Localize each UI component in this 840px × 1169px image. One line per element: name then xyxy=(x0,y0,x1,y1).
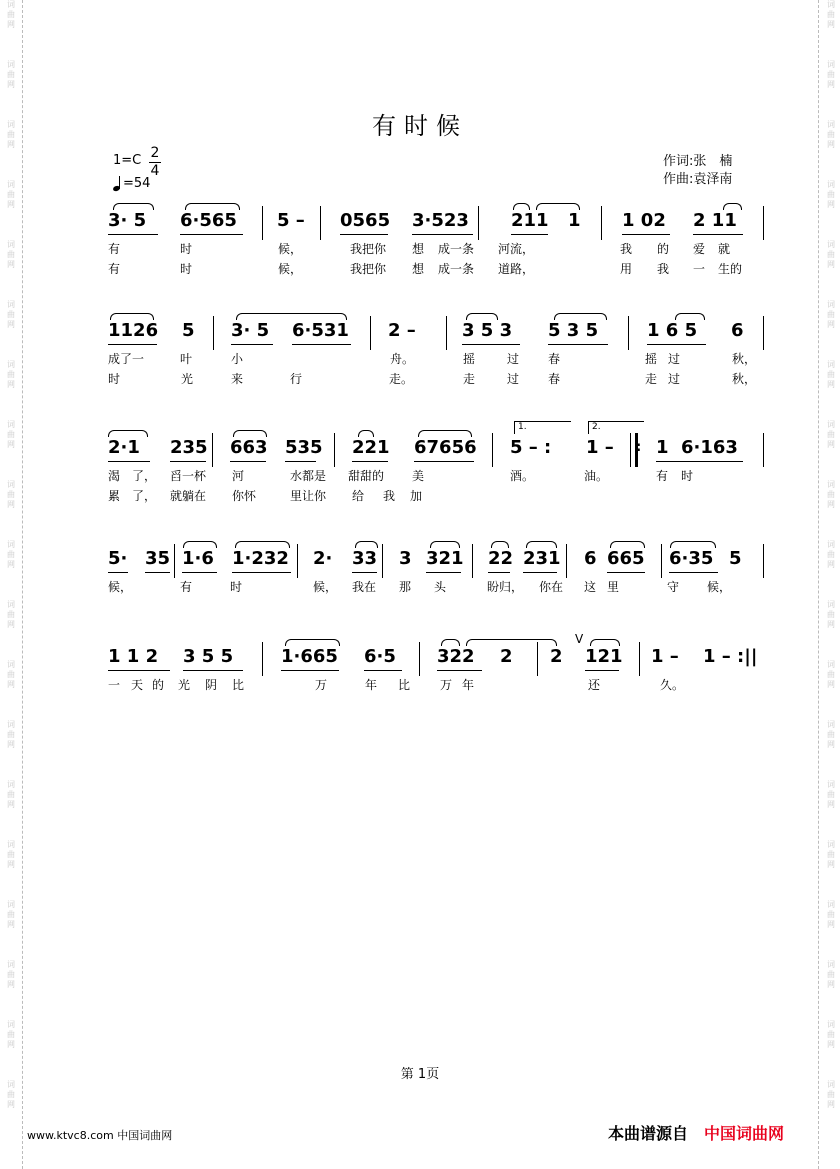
beam-underline xyxy=(488,572,510,573)
beam-underline xyxy=(656,461,743,462)
notation-group: 1 xyxy=(656,437,669,458)
slur xyxy=(110,313,154,320)
slur xyxy=(236,313,347,320)
lyric-verse-2: 来 xyxy=(231,372,244,386)
notation-group: 211 xyxy=(511,210,549,231)
footer-site[interactable]: www.ktvc8.com 中国词曲网 xyxy=(27,1129,173,1142)
slur xyxy=(590,639,620,646)
notation-group: 121 xyxy=(585,646,623,667)
lyric-verse-1: 候， xyxy=(278,242,303,256)
watermark-text: 词 曲 网 xyxy=(827,1020,835,1049)
lyric-verse-2: 一 xyxy=(693,262,706,276)
lyric-verse-2: 走 xyxy=(463,372,476,386)
slur xyxy=(670,541,716,548)
notation-group: 1 – xyxy=(651,646,679,667)
score-row-4 xyxy=(0,548,840,618)
watermark-text: 词 曲 网 xyxy=(7,1020,15,1049)
watermark-text: 词 曲 网 xyxy=(827,900,835,929)
lyric-verse-1: 盼归， xyxy=(487,580,524,594)
notation-group: 3·523 xyxy=(412,210,469,231)
lyric-verse-1: 小 xyxy=(231,352,244,366)
watermark-text: 词 曲 网 xyxy=(7,360,15,389)
slur xyxy=(108,430,148,437)
slur xyxy=(491,541,509,548)
key-signature: 1=C xyxy=(113,153,142,168)
lyric-verse-2: 秋， xyxy=(732,372,757,386)
lyric-verse-2: 想 xyxy=(412,262,425,276)
lyric-verse-1: 比 xyxy=(232,678,245,692)
notation-group: 665 xyxy=(607,548,645,569)
lyric-verse-1: 时 xyxy=(180,242,193,256)
lyric-verse-1: 就 xyxy=(718,242,731,256)
notation-group: 663 xyxy=(230,437,268,458)
notation-group: 2 – xyxy=(388,320,416,341)
lyric-verse-1: 还 xyxy=(588,678,601,692)
barline xyxy=(174,544,175,578)
barline xyxy=(763,206,764,240)
barline xyxy=(492,433,493,467)
lyric-verse-2: 生的 xyxy=(718,262,743,276)
watermark-text: 词 曲 网 xyxy=(827,540,835,569)
lyric-verse-1: 这 xyxy=(584,580,597,594)
beam-underline xyxy=(412,234,473,235)
watermark-text: 词 曲 网 xyxy=(827,0,835,29)
lyric-verse-2: 就躺在 xyxy=(170,489,207,503)
barline xyxy=(639,642,640,676)
lyric-verse-1: 摇 xyxy=(463,352,476,366)
notation-group: 1126 xyxy=(108,320,159,341)
notation-group: 2 xyxy=(550,646,563,667)
barline xyxy=(628,316,629,350)
beam-underline xyxy=(232,572,291,573)
lyric-verse-1: 一 xyxy=(108,678,121,692)
slur xyxy=(185,203,240,210)
watermark-text: 词 曲 网 xyxy=(7,780,15,809)
lyric-verse-2: 给 xyxy=(352,489,365,503)
beam-underline xyxy=(292,344,351,345)
credits xyxy=(663,153,732,189)
tempo-marking xyxy=(113,176,150,191)
barline xyxy=(213,316,214,350)
beam-underline xyxy=(437,670,482,671)
slur xyxy=(358,430,374,437)
notation-group: 22 xyxy=(488,548,514,569)
barline xyxy=(472,544,473,578)
notation-group: 1 xyxy=(568,210,581,231)
beam-underline xyxy=(285,461,316,462)
barline xyxy=(382,544,383,578)
beam-underline xyxy=(352,461,388,462)
watermark-text: 词 曲 网 xyxy=(7,120,15,149)
slur xyxy=(113,203,154,210)
watermark-text: 词 曲 网 xyxy=(827,840,835,869)
watermark-text: 词 曲 网 xyxy=(827,60,835,89)
beam-underline xyxy=(108,461,150,462)
slur xyxy=(675,313,705,320)
lyric-verse-1: 过 xyxy=(507,352,520,366)
notation-group: 67656 xyxy=(414,437,477,458)
slur xyxy=(554,313,607,320)
lyric-verse-1: 有 xyxy=(180,580,193,594)
lyric-verse-1: 我在 xyxy=(352,580,377,594)
barline xyxy=(262,642,263,676)
lyric-verse-1: 我 xyxy=(620,242,633,256)
lyric-verse-1: 有 xyxy=(108,242,121,256)
lyric-verse-1: 舀一杯 xyxy=(170,469,207,483)
beam-underline xyxy=(108,670,170,671)
beam-underline xyxy=(108,234,158,235)
watermark-text: 词 曲 网 xyxy=(7,240,15,269)
lyric-verse-2: 春 xyxy=(548,372,561,386)
lyric-verse-2: 我把你 xyxy=(350,262,387,276)
lyric-verse-1: 时 xyxy=(681,469,694,483)
beam-underline xyxy=(145,572,170,573)
notation-group: 1·232 xyxy=(232,548,289,569)
barline xyxy=(478,206,479,240)
lyric-verse-1: 叶 xyxy=(180,352,193,366)
lyric-verse-1: 的 xyxy=(657,242,670,256)
watermark-text: 词 曲 网 xyxy=(7,900,15,929)
lyric-verse-2: 过 xyxy=(668,372,681,386)
notation-group: 1·665 xyxy=(281,646,338,667)
lyric-verse-1: 你在 xyxy=(539,580,564,594)
lyric-verse-1: 秋， xyxy=(732,352,757,366)
slur xyxy=(466,313,498,320)
lyric-verse-2: 我 xyxy=(383,489,396,503)
lyric-verse-1: 成一条 xyxy=(438,242,475,256)
beam-underline xyxy=(182,572,217,573)
notation-group: 1 02 xyxy=(622,210,666,231)
barline xyxy=(297,544,298,578)
beam-underline xyxy=(108,344,157,345)
notation-group: 535 xyxy=(285,437,323,458)
notation-group: 5 – xyxy=(277,210,305,231)
watermark-text: 词 曲 网 xyxy=(7,0,15,29)
watermark-text: 词 曲 网 xyxy=(7,660,15,689)
lyric-verse-1: 成了一 xyxy=(108,352,145,366)
quarter-note-icon xyxy=(113,177,123,191)
beam-underline xyxy=(183,670,243,671)
notation-group: 221 xyxy=(352,437,390,458)
notation-group: 2 11 xyxy=(693,210,737,231)
watermark-text: 词 曲 网 xyxy=(827,420,835,449)
lyric-verse-1: 舟。 xyxy=(390,352,415,366)
lyric-verse-2: 光 xyxy=(181,372,194,386)
notation-group: 3· 5 xyxy=(108,210,147,231)
notation-group: 3 5 5 xyxy=(183,646,234,667)
beam-underline xyxy=(231,344,273,345)
lyric-verse-1: 河 xyxy=(232,469,245,483)
tempo-value: =54 xyxy=(123,176,151,191)
beam-underline xyxy=(548,344,608,345)
notation-group: 6 xyxy=(584,548,597,569)
score-row-1 xyxy=(0,210,840,280)
beam-underline xyxy=(585,670,619,671)
lyric-verse-2: 时 xyxy=(180,262,193,276)
volta-bracket-2: 2. xyxy=(588,421,644,434)
lyric-verse-1: 爱 xyxy=(693,242,706,256)
watermark-text: 词 曲 网 xyxy=(827,780,835,809)
lyric-verse-1: 春 xyxy=(548,352,561,366)
watermark-text: 词 曲 网 xyxy=(827,240,835,269)
lyric-verse-2: 里让你 xyxy=(290,489,327,503)
lyric-verse-1: 候， xyxy=(108,580,133,594)
notation-group: 3· 5 xyxy=(231,320,270,341)
lyric-verse-2: 候， xyxy=(278,262,303,276)
notation-group: 6·35 xyxy=(669,548,714,569)
barline xyxy=(334,433,335,467)
barline xyxy=(212,433,213,467)
watermark-text: 词 曲 网 xyxy=(7,960,15,989)
beam-underline xyxy=(607,572,645,573)
watermark-text: 词 曲 网 xyxy=(7,300,15,329)
lyric-verse-1: 年 xyxy=(462,678,475,692)
watermark-text: 词 曲 网 xyxy=(7,540,15,569)
barline xyxy=(320,206,321,240)
slur xyxy=(183,541,217,548)
notation-group: 1 – :|| xyxy=(703,646,758,667)
watermark-text: 词 曲 网 xyxy=(7,840,15,869)
beam-underline xyxy=(426,572,461,573)
beam-underline xyxy=(352,572,377,573)
lyric-verse-1: 万 xyxy=(315,678,328,692)
score-row-5 xyxy=(0,632,840,716)
beam-underline xyxy=(180,234,243,235)
lyric-verse-1: 甜甜的 xyxy=(348,469,385,483)
breath-mark: V xyxy=(575,632,584,646)
slur xyxy=(526,541,557,548)
barline xyxy=(661,544,662,578)
notation-group: 321 xyxy=(426,548,464,569)
lyric-verse-2: 有 xyxy=(108,262,121,276)
lyric-verse-1: 渴 了， xyxy=(108,469,157,483)
watermark-text: 词 曲 网 xyxy=(827,1080,835,1109)
watermark-text: 词 曲 网 xyxy=(827,120,835,149)
footer-source-label: 本曲谱源自 xyxy=(608,1124,689,1143)
notation-group: 6·565 xyxy=(180,210,237,231)
notation-group: 35 xyxy=(145,548,171,569)
lyric-verse-2: 走。 xyxy=(389,372,414,386)
notation-group: 3 xyxy=(399,548,412,569)
notation-group: 322 xyxy=(437,646,475,667)
meter-bottom: 4 xyxy=(150,163,160,179)
meter-top: 2 xyxy=(150,145,160,161)
lyric-verse-1: 候， xyxy=(313,580,338,594)
notation-group: 5 3 5 xyxy=(548,320,599,341)
lyric-verse-1: 头 xyxy=(434,580,447,594)
lyric-verse-1: 有 xyxy=(656,469,669,483)
slur xyxy=(513,203,530,210)
notation-group: 231 xyxy=(523,548,561,569)
barline xyxy=(446,316,447,350)
notation-group: 2·1 xyxy=(108,437,140,458)
watermark-text: 词 曲 网 xyxy=(827,960,835,989)
volta-bracket-1: 1. xyxy=(514,421,571,434)
lyric-verse-1: 久。 xyxy=(660,678,685,692)
footer-brand[interactable]: 中国词曲网 xyxy=(704,1124,785,1143)
slur xyxy=(355,541,378,548)
slur xyxy=(466,639,557,646)
notation-group: 2 xyxy=(500,646,513,667)
page-number: 第 1页 xyxy=(400,1067,440,1082)
beam-underline xyxy=(647,344,706,345)
time-signature xyxy=(149,146,161,179)
notation-group: 2· xyxy=(313,548,333,569)
notation-group: 5· xyxy=(108,548,128,569)
score-row-2 xyxy=(0,320,840,390)
notation-group: 3 5 3 xyxy=(462,320,513,341)
watermark-text: 词 曲 网 xyxy=(7,1080,15,1109)
lyric-verse-1: 时 xyxy=(230,580,243,594)
beam-underline xyxy=(622,234,670,235)
watermark-text: 词 曲 网 xyxy=(7,60,15,89)
lyric-verse-2: 过 xyxy=(507,372,520,386)
slur xyxy=(235,541,290,548)
lyric-verse-2: 累 了， xyxy=(108,489,157,503)
lyric-verse-1: 美 xyxy=(412,469,425,483)
lyric-verse-1: 油。 xyxy=(584,469,609,483)
lyric-verse-2: 时 xyxy=(108,372,121,386)
notation-group: 1 1 2 xyxy=(108,646,159,667)
barline xyxy=(370,316,371,350)
lyric-verse-2: 走 xyxy=(645,372,658,386)
slur xyxy=(430,541,460,548)
notation-group: 33 xyxy=(352,548,378,569)
lyric-verse-1: 候， xyxy=(707,580,732,594)
composer: 作曲:袁泽南 xyxy=(663,172,733,187)
slur xyxy=(610,541,645,548)
watermark-text: 词 曲 网 xyxy=(827,300,835,329)
lyric-verse-2: 道路， xyxy=(498,262,535,276)
barline xyxy=(537,642,538,676)
beam-underline xyxy=(669,572,718,573)
notation-group: 1 – xyxy=(586,437,614,458)
watermark-text: 词 曲 网 xyxy=(7,720,15,749)
lyric-verse-1: 光 xyxy=(178,678,191,692)
notation-group: 6·531 xyxy=(292,320,349,341)
watermark-text: 词 曲 网 xyxy=(7,480,15,509)
lyric-verse-2: 我 xyxy=(657,262,670,276)
lyric-verse-1: 年 xyxy=(365,678,378,692)
lyric-verse-1: 守 xyxy=(667,580,680,594)
lyricist: 作词:张 楠 xyxy=(663,154,733,169)
lyric-verse-1: 过 xyxy=(668,352,681,366)
beam-underline xyxy=(281,670,339,671)
beam-underline xyxy=(462,344,520,345)
slur xyxy=(441,639,460,646)
slur xyxy=(285,639,340,646)
lyric-verse-2: 成一条 xyxy=(438,262,475,276)
watermark-text: 词 曲 网 xyxy=(7,600,15,629)
lyric-verse-1: 那 xyxy=(399,580,412,594)
footer-source xyxy=(608,1121,784,1144)
beam-underline xyxy=(230,461,266,462)
watermark-text: 词 曲 网 xyxy=(7,180,15,209)
watermark-text: 词 曲 网 xyxy=(827,180,835,209)
lyric-verse-2: 用 xyxy=(620,262,633,276)
watermark-text: 词 曲 网 xyxy=(827,600,835,629)
notation-group: 6 xyxy=(731,320,744,341)
lyric-verse-1: 阴 xyxy=(205,678,218,692)
watermark-text: 词 曲 网 xyxy=(827,360,835,389)
barline xyxy=(763,544,764,578)
watermark-text: 词 曲 网 xyxy=(827,480,835,509)
slur xyxy=(723,203,742,210)
slur xyxy=(536,203,580,210)
lyric-verse-2: 加 xyxy=(410,489,423,503)
notation-group: 6·163 xyxy=(681,437,738,458)
notation-group: 1 6 5 xyxy=(647,320,698,341)
slur xyxy=(418,430,472,437)
notation-group: 5 xyxy=(182,320,195,341)
notation-group: 235 xyxy=(170,437,208,458)
notation-group: 0565 xyxy=(340,210,391,231)
song-title: 有时候 xyxy=(372,112,468,140)
beam-underline xyxy=(511,234,548,235)
watermark-text: 词 曲 网 xyxy=(7,420,15,449)
slur xyxy=(233,430,267,437)
lyric-verse-1: 我把你 xyxy=(350,242,387,256)
lyric-verse-2: 你怀 xyxy=(232,489,257,503)
lyric-verse-1: 里 xyxy=(607,580,620,594)
barline xyxy=(419,642,420,676)
lyric-verse-1: 河流， xyxy=(498,242,535,256)
lyric-verse-1: 天 xyxy=(131,678,144,692)
lyric-verse-1: 酒。 xyxy=(510,469,535,483)
beam-underline xyxy=(523,572,557,573)
notation-group: 5 – : xyxy=(510,437,552,458)
notation-group: 1·6 xyxy=(182,548,214,569)
watermark-text: 词 曲 网 xyxy=(827,660,835,689)
watermark-text: 词 曲 网 xyxy=(827,720,835,749)
lyric-verse-2: 行 xyxy=(290,372,303,386)
barline xyxy=(566,544,567,578)
lyric-verse-1: 万 xyxy=(440,678,453,692)
beam-underline xyxy=(170,461,206,462)
notation-group: 5 xyxy=(729,548,742,569)
lyric-verse-1: 摇 xyxy=(645,352,658,366)
lyric-verse-1: 想 xyxy=(412,242,425,256)
beam-underline xyxy=(108,572,128,573)
lyric-verse-1: 比 xyxy=(398,678,411,692)
barline xyxy=(763,316,764,350)
barline xyxy=(262,206,263,240)
beam-underline xyxy=(340,234,388,235)
notation-group: 6·5 xyxy=(364,646,396,667)
beam-underline xyxy=(364,670,402,671)
repeat-dots: : xyxy=(636,440,642,455)
barline xyxy=(763,433,764,467)
lyric-verse-1: 的 xyxy=(152,678,165,692)
lyric-verse-1: 水都是 xyxy=(290,469,327,483)
beam-underline xyxy=(693,234,743,235)
barline xyxy=(601,206,602,240)
beam-underline xyxy=(414,461,474,462)
